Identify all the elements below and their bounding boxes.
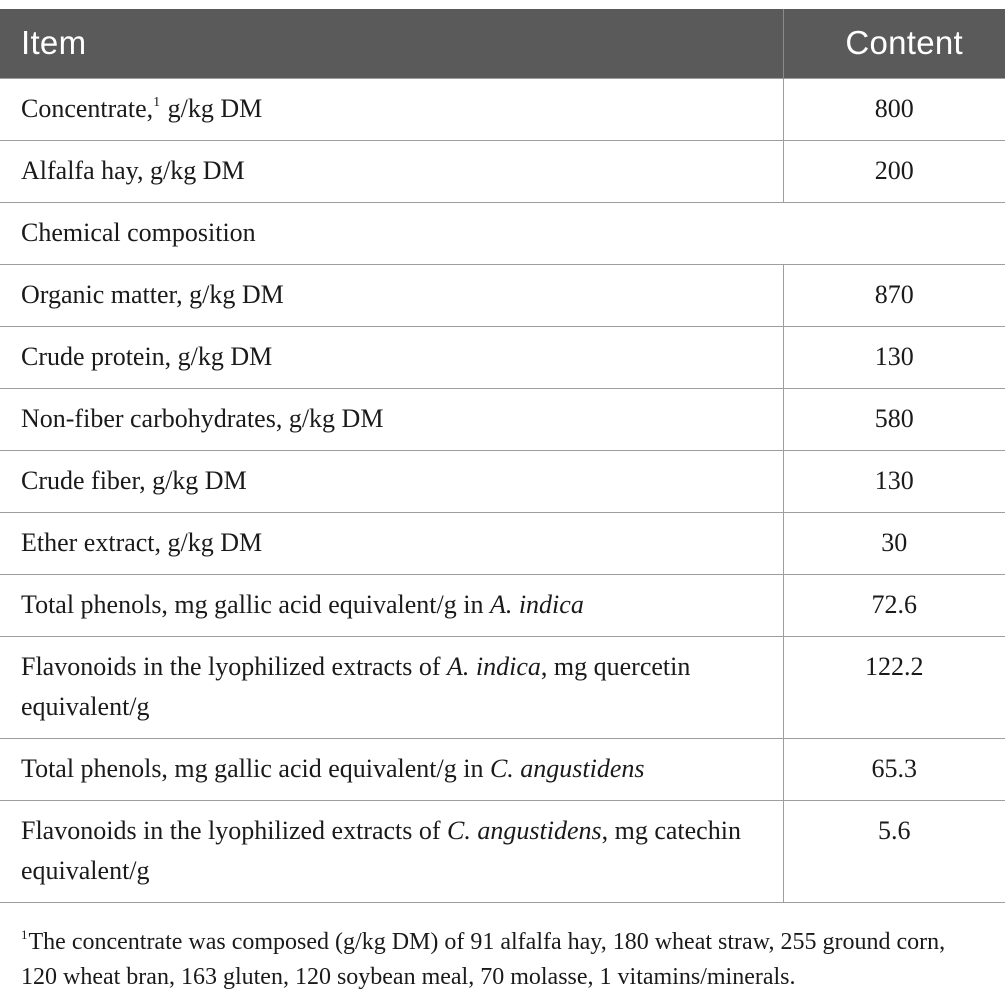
table-row (0, 388, 1005, 450)
header-content: Content (783, 9, 1005, 78)
row-value: 130 (783, 450, 1005, 512)
section-label: Chemical composition (0, 202, 1005, 264)
row-value: 30 (783, 512, 1005, 574)
table-row (0, 512, 1005, 574)
table-row (0, 574, 1005, 636)
table-row (0, 264, 1005, 326)
row-label: Total phenols, mg gallic acid equivalent/g in A. indica (0, 574, 783, 636)
row-label: Alfalfa hay, g/kg DM (0, 140, 783, 202)
footnote-marker: 1 (21, 927, 28, 942)
row-label: Organic matter, g/kg DM (0, 264, 783, 326)
row-label: Ether extract, g/kg DM (0, 512, 783, 574)
table-row (0, 78, 1005, 140)
row-value: 72.6 (783, 574, 1005, 636)
row-value: 65.3 (783, 738, 1005, 800)
row-label: Flavonoids in the lyophilized extracts of C. angustidens, mg catechin equivalent/g (0, 800, 783, 902)
row-value: 200 (783, 140, 1005, 202)
row-label: Concentrate,$^1$ g/kg DM (0, 78, 783, 140)
row-value: 800 (783, 78, 1005, 140)
row-value: 122.2 (783, 636, 1005, 738)
row-value: 5.6 (783, 800, 1005, 902)
row-label: Crude protein, g/kg DM (0, 326, 783, 388)
header-item: Item (21, 24, 87, 62)
table-row (0, 140, 1005, 202)
row-value: 580 (783, 388, 1005, 450)
section-row (0, 202, 1005, 264)
table-header-row (0, 9, 1005, 78)
composition-table (0, 9, 1005, 903)
table-row (0, 450, 1005, 512)
table-row (0, 636, 1005, 738)
row-label: Non-fiber carbohydrates, g/kg DM (0, 388, 783, 450)
row-label: Crude fiber, g/kg DM (0, 450, 783, 512)
footnote-marker: 1 (153, 94, 161, 110)
table-row (0, 326, 1005, 388)
table-row (0, 738, 1005, 800)
row-value: 130 (783, 326, 1005, 388)
table-footnote (21, 925, 986, 995)
footnote-text: The concentrate was composed (g/kg DM) of 91 alfalfa hay, 180 wheat straw, 255 ground corn, 120 wheat bran, 163 gluten, 120 soybean meal, 70 molasse, 1 vitamins/minerals. (21, 929, 946, 990)
row-label: Flavonoids in the lyophilized extracts of A. indica, mg quercetin equivalent/g (0, 636, 783, 738)
table-row (0, 800, 1005, 902)
row-value: 870 (783, 264, 1005, 326)
row-label: Total phenols, mg gallic acid equivalent/g in C. angustidens (0, 738, 783, 800)
